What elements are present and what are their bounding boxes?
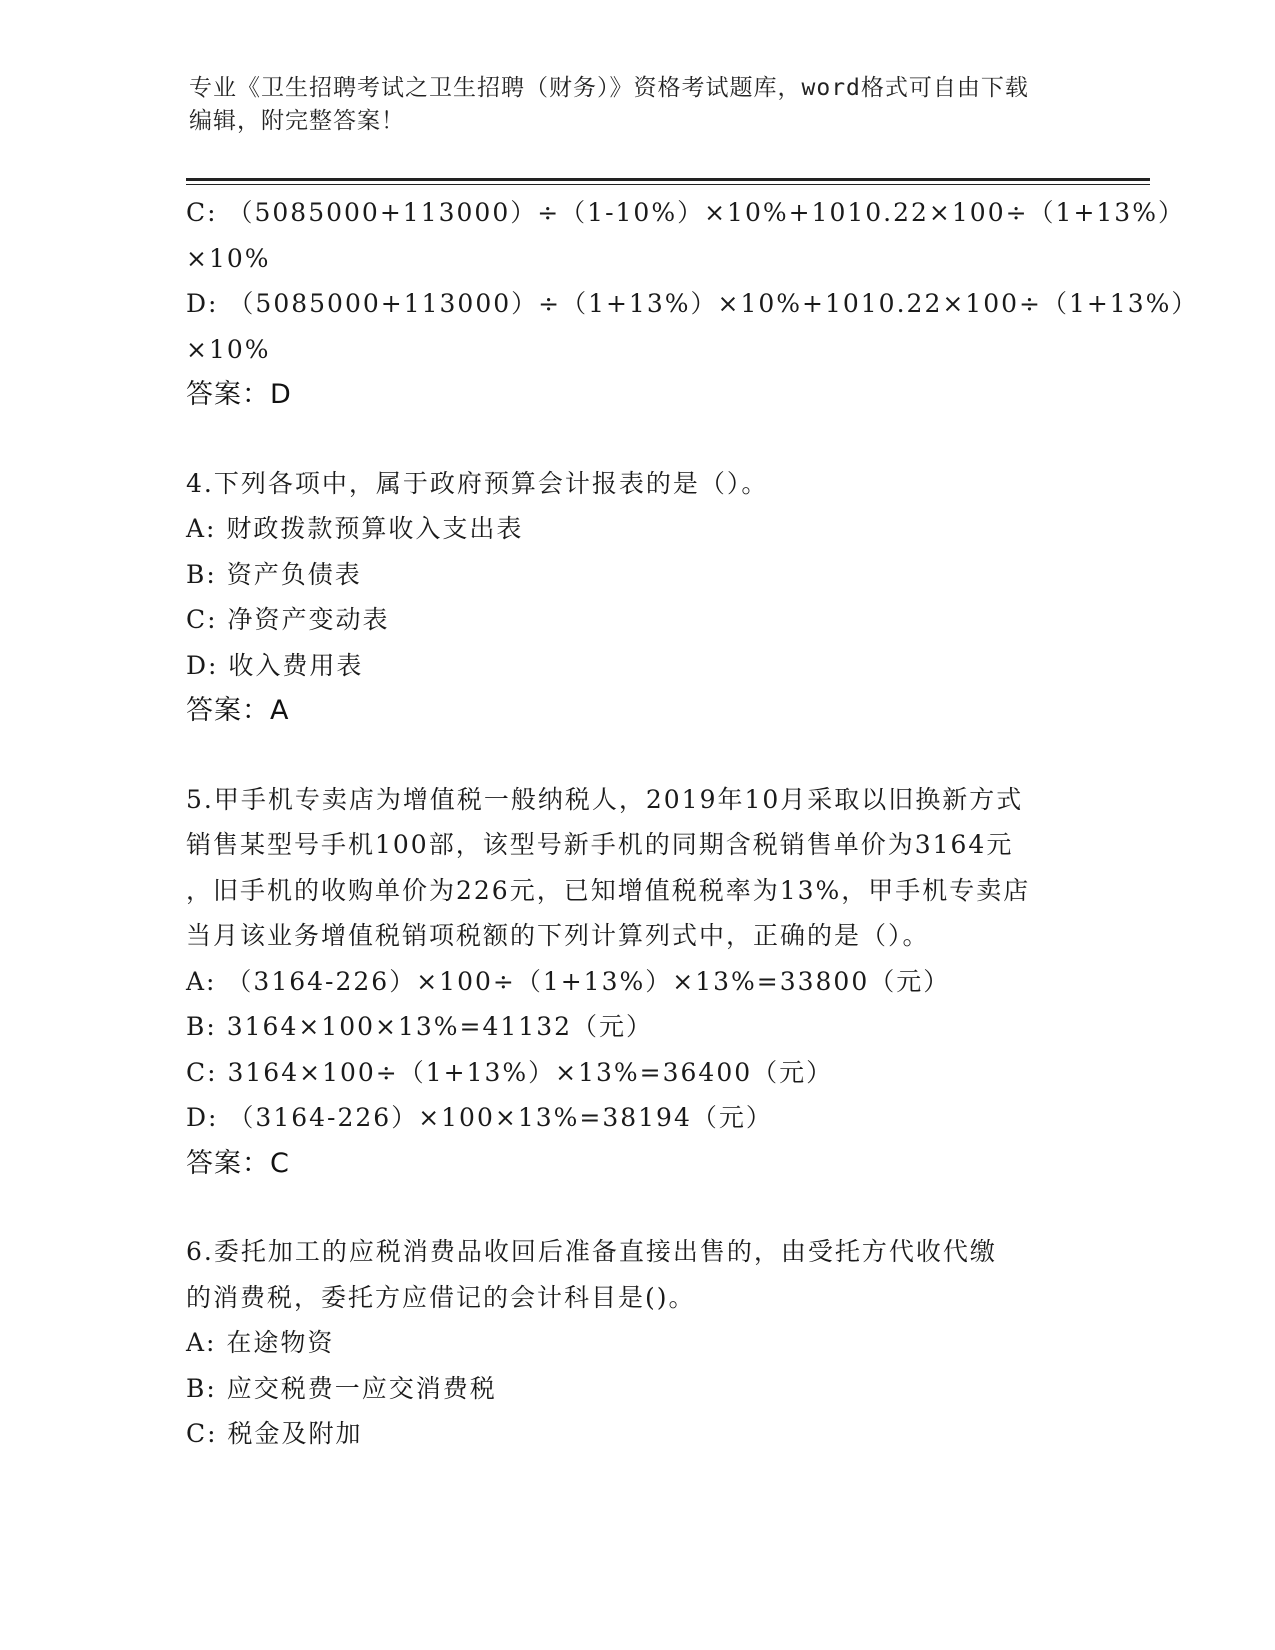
question-6 [186, 1229, 1086, 1457]
question-6-option-a: A: 在途物资 [186, 1328, 335, 1357]
answer-4: 答案：A [186, 695, 290, 726]
question-4-option-a: A: 财政拨款预算收入支出表 [186, 514, 524, 543]
question-4 [186, 461, 1086, 734]
option-c-line-1: C: （5085000+113000）÷（1-10%）×10%+1010.22×100÷（1+13%） [186, 198, 1185, 227]
question-6-option-b: B: 应交税费一应交消费税 [186, 1373, 497, 1403]
question-content [186, 190, 1199, 1457]
option-d-line-1: D: （5085000+113000）÷（1+13%）×10%+1010.22×100÷（1+13%） [186, 289, 1199, 318]
question-4-option-b: B: 资产负债表 [186, 559, 362, 589]
question-5-stem-line-4: 当月该业务增值税销项税额的下列计算列式中，正确的是（）。 [186, 921, 930, 950]
question-6-stem-line-1: 6.委托加工的应税消费品收回后准备直接出售的，由受托方代收代缴 [186, 1237, 997, 1266]
question-5-option-c: C: 3164×100÷（1+13%）×13%=36400（元） [186, 1057, 834, 1087]
header-divider-thick [186, 178, 1150, 181]
question-6-stem-line-2: 的消费税，委托方应借记的会计科目是()。 [186, 1282, 696, 1312]
header-line-1: 专业《卫生招聘考试之卫生招聘（财务）》资格考试题库，word格式可自由下载 [189, 75, 1029, 101]
option-d-line-2: ×10% [186, 334, 271, 364]
question-5-option-d: D: （3164-226）×100×13%=38194（元） [186, 1103, 773, 1132]
answer-5: 答案：C [186, 1147, 290, 1179]
page-header [189, 72, 1089, 138]
answer-3: 答案：D [186, 379, 292, 410]
question-3-continued [186, 190, 1199, 418]
question-5 [186, 777, 1086, 1187]
header-line-2: 编辑，附完整答案！ [189, 108, 405, 134]
question-5-stem-line-1: 5.甲手机专卖店为增值税一般纳税人，2019年10月采取以旧换新方式 [186, 784, 1024, 814]
question-5-option-a: A: （3164-226）×100÷（1+13%）×13%=33800（元） [186, 966, 951, 996]
question-5-stem-line-3: ，旧手机的收购单价为226元，已知增值税税率为13%，甲手机专卖店 [186, 875, 1031, 905]
question-4-option-d: D: 收入费用表 [186, 650, 364, 680]
header-divider-thin [186, 184, 1150, 185]
question-5-option-b: B: 3164×100×13%=41132（元） [186, 1012, 654, 1041]
question-4-option-c: C: 净资产变动表 [186, 605, 390, 634]
option-c-line-2: ×10% [186, 243, 271, 273]
question-4-stem: 4.下列各项中，属于政府预算会计报表的是（）。 [186, 468, 769, 498]
question-5-stem-line-2: 销售某型号手机100部，该型号新手机的同期含税销售单价为3164元 [186, 830, 1014, 859]
question-6-option-c: C: 税金及附加 [186, 1419, 363, 1448]
